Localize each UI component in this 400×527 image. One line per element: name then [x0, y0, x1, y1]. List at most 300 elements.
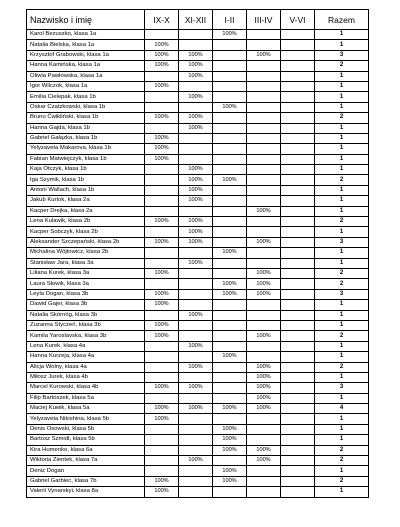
student-name-cell: Aleksander Szczepański, klasa 2b [27, 237, 145, 247]
header-total: Razem [315, 10, 369, 30]
student-name-cell: Iga Szymik, klasa 1b [27, 175, 145, 185]
period-v-vi-cell [281, 71, 315, 81]
total-cell: 2 [315, 268, 369, 278]
student-name-cell: Natalia Bielska, klasa 1a [27, 40, 145, 50]
period-v-vi-cell [281, 341, 315, 351]
period-v-vi-cell [281, 248, 315, 258]
total-cell: 1 [315, 393, 369, 403]
period-xi-xii-cell [179, 414, 213, 424]
table-row [27, 320, 369, 330]
period-iii-iv-cell [247, 487, 281, 497]
table-row [27, 30, 369, 40]
period-xi-xii-cell [179, 133, 213, 143]
period-i-ii-cell [213, 414, 247, 424]
total-cell: 3 [315, 237, 369, 247]
header-i-ii: I-II [213, 10, 247, 30]
student-name-cell: Marcel Kurowski, klasa 4b [27, 383, 145, 393]
period-ix-x-cell: 100% [145, 154, 179, 164]
total-cell: 2 [315, 362, 369, 372]
period-i-ii-cell: 100% [213, 102, 247, 112]
period-xi-xii-cell [179, 393, 213, 403]
table-row [27, 487, 369, 497]
student-name-cell: Igor Wilczok, klasa 1a [27, 81, 145, 91]
student-name-cell: Bruno Ćwikliński, klasa 1b [27, 113, 145, 123]
period-iii-iv-cell: 100% [247, 237, 281, 247]
period-iii-iv-cell [247, 300, 281, 310]
period-i-ii-cell: 100% [213, 175, 247, 185]
period-iii-iv-cell [247, 185, 281, 195]
table-row [27, 456, 369, 466]
period-i-ii-cell [213, 50, 247, 60]
period-ix-x-cell: 100% [145, 50, 179, 60]
table-row [27, 279, 369, 289]
table-row [27, 362, 369, 372]
period-ix-x-cell [145, 445, 179, 455]
period-iii-iv-cell [247, 320, 281, 330]
table-row [27, 196, 369, 206]
period-ix-x-cell [145, 435, 179, 445]
total-cell: 1 [315, 435, 369, 445]
table-row [27, 424, 369, 434]
period-i-ii-cell: 100% [213, 445, 247, 455]
period-xi-xii-cell [179, 279, 213, 289]
period-xi-xii-cell [179, 144, 213, 154]
table-row [27, 466, 369, 476]
period-i-ii-cell: 100% [213, 435, 247, 445]
period-v-vi-cell [281, 362, 315, 372]
student-name-cell: Kamila Yaroslavska, klasa 3b [27, 331, 145, 341]
table-row [27, 227, 369, 237]
total-cell: 1 [315, 248, 369, 258]
period-i-ii-cell [213, 372, 247, 382]
total-cell: 1 [315, 123, 369, 133]
period-xi-xii-cell [179, 40, 213, 50]
student-name-cell: Liliana Kurek, klasa 3a [27, 268, 145, 278]
period-xi-xii-cell [179, 424, 213, 434]
student-name-cell: Valerii Vynarskyi, klasa 8a [27, 487, 145, 497]
period-iii-iv-cell [247, 113, 281, 123]
period-ix-x-cell: 100% [145, 404, 179, 414]
student-name-cell: Lena Kurek, klasa 4a [27, 341, 145, 351]
period-ix-x-cell: 100% [145, 268, 179, 278]
total-cell: 1 [315, 144, 369, 154]
period-xi-xii-cell: 100% [179, 383, 213, 393]
period-ix-x-cell [145, 102, 179, 112]
header-ix-x: IX-X [145, 10, 179, 30]
period-i-ii-cell: 100% [213, 279, 247, 289]
student-name-cell: Hanna Kamińska, klasa 1a [27, 61, 145, 71]
period-v-vi-cell [281, 50, 315, 60]
period-v-vi-cell [281, 92, 315, 102]
period-xi-xii-cell [179, 102, 213, 112]
period-xi-xii-cell [179, 476, 213, 486]
period-iii-iv-cell: 100% [247, 372, 281, 382]
period-iii-iv-cell [247, 175, 281, 185]
period-i-ii-cell [213, 165, 247, 175]
period-xi-xii-cell: 100% [179, 196, 213, 206]
period-iii-iv-cell: 100% [247, 206, 281, 216]
period-i-ii-cell [213, 206, 247, 216]
period-v-vi-cell [281, 331, 315, 341]
period-i-ii-cell [213, 185, 247, 195]
period-xi-xii-cell: 100% [179, 237, 213, 247]
period-v-vi-cell [281, 175, 315, 185]
table-row [27, 81, 369, 91]
table-row [27, 258, 369, 268]
student-name-cell: Hanna Kurzeja, klasa 4a [27, 352, 145, 362]
period-ix-x-cell: 100% [145, 289, 179, 299]
period-ix-x-cell [145, 206, 179, 216]
period-iii-iv-cell [247, 40, 281, 50]
period-xi-xii-cell: 100% [179, 123, 213, 133]
period-xi-xii-cell [179, 268, 213, 278]
period-v-vi-cell [281, 206, 315, 216]
total-cell: 2 [315, 331, 369, 341]
period-i-ii-cell [213, 217, 247, 227]
total-cell: 1 [315, 341, 369, 351]
period-i-ii-cell [213, 331, 247, 341]
period-ix-x-cell: 100% [145, 113, 179, 123]
period-ix-x-cell [145, 248, 179, 258]
header-name: Nazwisko i imię [27, 10, 145, 30]
table-row [27, 289, 369, 299]
period-ix-x-cell: 100% [145, 133, 179, 143]
total-cell: 1 [315, 206, 369, 216]
student-name-cell: Yelyzaveta Makarova, klasa 1b [27, 144, 145, 154]
student-name-cell: Gabriel Garbiec, klasa 7b [27, 476, 145, 486]
period-iii-iv-cell [247, 341, 281, 351]
period-iii-iv-cell [247, 352, 281, 362]
period-v-vi-cell [281, 466, 315, 476]
period-ix-x-cell [145, 310, 179, 320]
period-ix-x-cell: 100% [145, 237, 179, 247]
period-v-vi-cell [281, 456, 315, 466]
table-row [27, 237, 369, 247]
period-xi-xii-cell: 100% [179, 92, 213, 102]
period-ix-x-cell [145, 456, 179, 466]
period-i-ii-cell [213, 196, 247, 206]
table-row [27, 206, 369, 216]
table-row [27, 123, 369, 133]
period-iii-iv-cell: 100% [247, 289, 281, 299]
period-v-vi-cell [281, 435, 315, 445]
student-name-cell: Antoni Wallach, klasa 1b [27, 185, 145, 195]
period-iii-iv-cell [247, 102, 281, 112]
table-row [27, 435, 369, 445]
total-cell: 1 [315, 227, 369, 237]
total-cell: 1 [315, 414, 369, 424]
student-name-cell: Krzysztof Grabowski, klasa 1a [27, 50, 145, 60]
period-v-vi-cell [281, 393, 315, 403]
period-ix-x-cell [145, 227, 179, 237]
period-i-ii-cell [213, 487, 247, 497]
period-iii-iv-cell [247, 217, 281, 227]
table-row [27, 372, 369, 382]
period-v-vi-cell [281, 154, 315, 164]
total-cell: 2 [315, 476, 369, 486]
period-ix-x-cell [145, 258, 179, 268]
period-iii-iv-cell [247, 435, 281, 445]
total-cell: 1 [315, 487, 369, 497]
table-row [27, 352, 369, 362]
period-i-ii-cell: 100% [213, 404, 247, 414]
table-row [27, 341, 369, 351]
period-ix-x-cell [145, 341, 179, 351]
period-ix-x-cell [145, 71, 179, 81]
period-i-ii-cell [213, 61, 247, 71]
period-xi-xii-cell: 100% [179, 175, 213, 185]
period-xi-xii-cell [179, 445, 213, 455]
period-xi-xii-cell [179, 289, 213, 299]
period-ix-x-cell: 100% [145, 331, 179, 341]
period-ix-x-cell: 100% [145, 476, 179, 486]
period-ix-x-cell: 100% [145, 300, 179, 310]
period-xi-xii-cell [179, 30, 213, 40]
total-cell: 1 [315, 258, 369, 268]
period-ix-x-cell: 100% [145, 414, 179, 424]
period-v-vi-cell [281, 289, 315, 299]
period-i-ii-cell [213, 92, 247, 102]
period-v-vi-cell [281, 81, 315, 91]
period-i-ii-cell [213, 71, 247, 81]
period-xi-xii-cell [179, 487, 213, 497]
student-name-cell: Leyla Dogan, klasa 3b [27, 289, 145, 299]
period-i-ii-cell [213, 144, 247, 154]
table-row [27, 113, 369, 123]
period-ix-x-cell [145, 279, 179, 289]
period-iii-iv-cell [247, 476, 281, 486]
period-i-ii-cell [213, 133, 247, 143]
period-xi-xii-cell [179, 206, 213, 216]
period-i-ii-cell: 100% [213, 424, 247, 434]
student-name-cell: Alicja Wolny, klasa 4a [27, 362, 145, 372]
period-xi-xii-cell: 100% [179, 310, 213, 320]
student-name-cell: Natalia Skórnóg, klasa 3b [27, 310, 145, 320]
period-i-ii-cell [213, 362, 247, 372]
table-row [27, 154, 369, 164]
period-i-ii-cell [213, 456, 247, 466]
student-name-cell: Deniz Dogan [27, 466, 145, 476]
period-iii-iv-cell [247, 165, 281, 175]
table-row [27, 445, 369, 455]
period-iii-iv-cell: 100% [247, 456, 281, 466]
period-v-vi-cell [281, 165, 315, 175]
period-v-vi-cell [281, 268, 315, 278]
total-cell: 2 [315, 61, 369, 71]
period-iii-iv-cell [247, 30, 281, 40]
period-iii-iv-cell [247, 424, 281, 434]
total-cell: 1 [315, 154, 369, 164]
total-cell: 2 [315, 445, 369, 455]
period-i-ii-cell: 100% [213, 289, 247, 299]
period-i-ii-cell [213, 227, 247, 237]
period-i-ii-cell: 100% [213, 476, 247, 486]
period-xi-xii-cell: 100% [179, 165, 213, 175]
student-name-cell: Kaja Otczyk, klasa 1b [27, 165, 145, 175]
period-ix-x-cell: 100% [145, 61, 179, 71]
period-v-vi-cell [281, 445, 315, 455]
period-i-ii-cell [213, 40, 247, 50]
period-ix-x-cell [145, 30, 179, 40]
period-iii-iv-cell [247, 258, 281, 268]
total-cell: 3 [315, 383, 369, 393]
period-iii-iv-cell [247, 196, 281, 206]
table-row [27, 414, 369, 424]
student-name-cell: Kacper Drejka, klasa 2a [27, 206, 145, 216]
period-v-vi-cell [281, 185, 315, 195]
header-iii-iv: III-IV [247, 10, 281, 30]
period-iii-iv-cell [247, 61, 281, 71]
table-row [27, 268, 369, 278]
period-i-ii-cell [213, 393, 247, 403]
period-i-ii-cell: 100% [213, 30, 247, 40]
period-v-vi-cell [281, 258, 315, 268]
total-cell: 1 [315, 102, 369, 112]
total-cell: 3 [315, 289, 369, 299]
student-name-cell: Emilia Cielepak, klasa 1b [27, 92, 145, 102]
period-ix-x-cell [145, 165, 179, 175]
period-v-vi-cell [281, 30, 315, 40]
student-name-cell: Denis Osowski, klasa 5b [27, 424, 145, 434]
period-xi-xii-cell [179, 435, 213, 445]
student-name-cell: Lena Kulawik, klasa 2b [27, 217, 145, 227]
period-v-vi-cell [281, 227, 315, 237]
total-cell: 1 [315, 300, 369, 310]
period-iii-iv-cell [247, 92, 281, 102]
table-row [27, 248, 369, 258]
table-row [27, 144, 369, 154]
period-xi-xii-cell [179, 154, 213, 164]
student-name-cell: Kira Humenko, klasa 6a [27, 445, 145, 455]
period-iii-iv-cell [247, 144, 281, 154]
student-name-cell: Dawid Gajer, klasa 3b [27, 300, 145, 310]
results-table [26, 9, 369, 498]
period-xi-xii-cell: 100% [179, 227, 213, 237]
header-row [27, 10, 369, 30]
period-v-vi-cell [281, 217, 315, 227]
total-cell: 2 [315, 175, 369, 185]
table-row [27, 61, 369, 71]
period-i-ii-cell [213, 383, 247, 393]
total-cell: 2 [315, 456, 369, 466]
total-cell: 1 [315, 196, 369, 206]
table-row [27, 476, 369, 486]
table-row [27, 102, 369, 112]
total-cell: 1 [315, 320, 369, 330]
period-ix-x-cell [145, 196, 179, 206]
student-name-cell: Bartosz Szmidt, klasa 5b [27, 435, 145, 445]
period-i-ii-cell [213, 258, 247, 268]
period-i-ii-cell [213, 237, 247, 247]
period-xi-xii-cell [179, 352, 213, 362]
period-iii-iv-cell [247, 466, 281, 476]
period-iii-iv-cell: 100% [247, 383, 281, 393]
period-ix-x-cell [145, 466, 179, 476]
period-v-vi-cell [281, 196, 315, 206]
period-iii-iv-cell [247, 81, 281, 91]
student-name-cell: Michalina Wójtowicz, klasa 2b [27, 248, 145, 258]
table-row [27, 383, 369, 393]
period-iii-iv-cell [247, 414, 281, 424]
period-v-vi-cell [281, 424, 315, 434]
student-name-cell: Maciej Kuwik, klasa 5a [27, 404, 145, 414]
total-cell: 2 [315, 217, 369, 227]
period-xi-xii-cell [179, 81, 213, 91]
period-v-vi-cell [281, 102, 315, 112]
period-v-vi-cell [281, 123, 315, 133]
table-row [27, 165, 369, 175]
header-xi-xii: XI-XII [179, 10, 213, 30]
table-row [27, 133, 369, 143]
student-name-cell: Fabian Matwiejczyk, klasa 1b [27, 154, 145, 164]
table-row [27, 50, 369, 60]
period-iii-iv-cell [247, 71, 281, 81]
table-row [27, 300, 369, 310]
period-ix-x-cell [145, 185, 179, 195]
student-name-cell: Zuzanna Styczeń, klasa 3b [27, 320, 145, 330]
period-ix-x-cell [145, 372, 179, 382]
period-ix-x-cell: 100% [145, 383, 179, 393]
period-xi-xii-cell: 100% [179, 258, 213, 268]
period-ix-x-cell [145, 123, 179, 133]
period-iii-iv-cell [247, 123, 281, 133]
total-cell: 1 [315, 372, 369, 382]
student-name-cell: Kacper Sobczyk, klasa 2b [27, 227, 145, 237]
period-iii-iv-cell: 100% [247, 331, 281, 341]
table-row [27, 310, 369, 320]
period-iii-iv-cell [247, 133, 281, 143]
period-i-ii-cell [213, 310, 247, 320]
table-row [27, 40, 369, 50]
total-cell: 1 [315, 466, 369, 476]
period-xi-xii-cell: 100% [179, 341, 213, 351]
period-ix-x-cell: 100% [145, 40, 179, 50]
period-xi-xii-cell: 100% [179, 71, 213, 81]
period-v-vi-cell [281, 279, 315, 289]
period-v-vi-cell [281, 61, 315, 71]
period-v-vi-cell [281, 414, 315, 424]
period-i-ii-cell [213, 81, 247, 91]
period-xi-xii-cell: 100% [179, 50, 213, 60]
period-v-vi-cell [281, 133, 315, 143]
period-v-vi-cell [281, 237, 315, 247]
total-cell: 1 [315, 92, 369, 102]
period-i-ii-cell: 100% [213, 352, 247, 362]
period-ix-x-cell [145, 92, 179, 102]
period-v-vi-cell [281, 487, 315, 497]
period-iii-iv-cell: 100% [247, 393, 281, 403]
student-name-cell: Karol Bezuszko, klasa 1a [27, 30, 145, 40]
period-i-ii-cell [213, 320, 247, 330]
period-xi-xii-cell: 100% [179, 362, 213, 372]
period-xi-xii-cell: 100% [179, 185, 213, 195]
period-iii-iv-cell: 100% [247, 362, 281, 372]
period-iii-iv-cell: 100% [247, 268, 281, 278]
period-ix-x-cell: 100% [145, 81, 179, 91]
period-ix-x-cell: 100% [145, 487, 179, 497]
student-name-cell: Gabriel Gałązka, klasa 1b [27, 133, 145, 143]
period-i-ii-cell: 100% [213, 248, 247, 258]
table-body [27, 30, 369, 498]
period-ix-x-cell: 100% [145, 217, 179, 227]
table-row [27, 393, 369, 403]
period-iii-iv-cell: 100% [247, 279, 281, 289]
total-cell: 1 [315, 30, 369, 40]
period-v-vi-cell [281, 383, 315, 393]
period-v-vi-cell [281, 372, 315, 382]
period-v-vi-cell [281, 404, 315, 414]
period-v-vi-cell [281, 352, 315, 362]
